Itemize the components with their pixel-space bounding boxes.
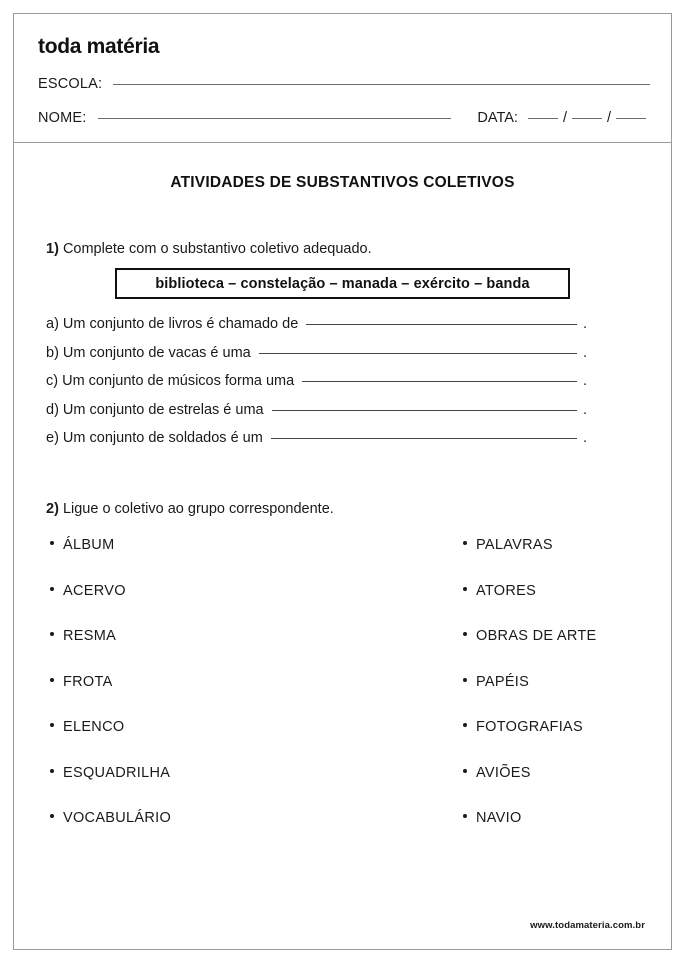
page-header bbox=[14, 14, 671, 143]
blank-period: . bbox=[583, 344, 588, 361]
match-item-left[interactable] bbox=[50, 810, 171, 826]
school-input-line[interactable] bbox=[113, 84, 650, 85]
bullet-icon bbox=[463, 723, 467, 727]
match-row bbox=[14, 810, 671, 856]
match-item-left-label: ELENCO bbox=[63, 719, 125, 735]
blank-answer-input[interactable] bbox=[259, 353, 577, 354]
blank-item bbox=[46, 402, 606, 418]
match-row bbox=[14, 583, 671, 629]
match-item-right[interactable] bbox=[463, 537, 553, 553]
blank-item bbox=[46, 345, 606, 361]
match-item-left-label: RESMA bbox=[63, 628, 117, 644]
footer-url: www.todamateria.com.br bbox=[530, 920, 645, 931]
question-1-heading bbox=[46, 241, 372, 257]
school-field-row bbox=[38, 76, 650, 92]
match-row bbox=[14, 537, 671, 583]
match-item-right[interactable] bbox=[463, 765, 531, 781]
name-label: NOME: bbox=[38, 110, 87, 126]
match-item-right[interactable] bbox=[463, 628, 596, 644]
blank-item bbox=[46, 430, 606, 446]
match-row bbox=[14, 765, 671, 811]
date-separator-2: / bbox=[606, 110, 611, 126]
bullet-icon bbox=[50, 814, 54, 818]
worksheet-body bbox=[14, 174, 671, 826]
match-item-left-label: ÁLBUM bbox=[63, 537, 115, 553]
date-day-input[interactable] bbox=[528, 118, 558, 119]
date-label: DATA: bbox=[477, 110, 518, 126]
match-item-left[interactable] bbox=[50, 628, 116, 644]
brand-logo: toda matéria bbox=[38, 35, 160, 58]
word-bank-text: biblioteca – constelação – manada – exército – banda bbox=[155, 275, 530, 292]
question-1-number: 1) bbox=[46, 241, 59, 257]
question-2-number: 2) bbox=[46, 501, 59, 517]
blank-prompt: c) Um conjunto de músicos forma uma bbox=[46, 373, 295, 389]
blank-prompt: d) Um conjunto de estrelas é uma bbox=[46, 401, 264, 418]
bullet-icon bbox=[50, 678, 54, 682]
fill-in-the-blank-list bbox=[46, 316, 606, 459]
bullet-icon bbox=[463, 678, 467, 682]
blank-prompt: a) Um conjunto de livros é chamado de bbox=[46, 316, 299, 332]
matching-exercise bbox=[14, 537, 671, 856]
blank-period: . bbox=[583, 316, 588, 332]
match-item-left-label: VOCABULÁRIO bbox=[63, 810, 172, 826]
date-year-input[interactable] bbox=[616, 118, 646, 119]
word-bank-box bbox=[115, 268, 570, 299]
blank-period: . bbox=[583, 401, 588, 418]
bullet-icon bbox=[50, 541, 54, 545]
match-item-right-label: OBRAS DE ARTE bbox=[476, 628, 597, 644]
match-item-right-label: ATORES bbox=[476, 582, 537, 599]
date-month-input[interactable] bbox=[572, 118, 602, 119]
school-label: ESCOLA: bbox=[38, 76, 103, 92]
match-item-left[interactable] bbox=[50, 583, 126, 599]
match-row bbox=[14, 719, 671, 765]
bullet-icon bbox=[463, 587, 467, 591]
match-item-right-label: NAVIO bbox=[476, 810, 522, 826]
match-row bbox=[14, 628, 671, 674]
match-item-right[interactable] bbox=[463, 719, 583, 735]
bullet-icon bbox=[50, 587, 54, 591]
match-item-left[interactable] bbox=[50, 719, 124, 735]
match-item-left[interactable] bbox=[50, 765, 170, 781]
bullet-icon bbox=[50, 723, 54, 727]
name-field-row bbox=[38, 110, 650, 126]
worksheet-page bbox=[13, 13, 672, 950]
question-2-heading bbox=[46, 501, 334, 517]
match-item-left-label: ACERVO bbox=[63, 582, 126, 599]
match-item-right[interactable] bbox=[463, 674, 529, 690]
match-item-right-label: PALAVRAS bbox=[476, 537, 553, 553]
bullet-icon bbox=[50, 632, 54, 636]
blank-item bbox=[46, 316, 606, 332]
blank-answer-input[interactable] bbox=[302, 381, 577, 382]
match-item-right-label: PAPÉIS bbox=[476, 673, 530, 690]
bullet-icon bbox=[463, 541, 467, 545]
question-2-text: Ligue o coletivo ao grupo correspondente. bbox=[62, 501, 334, 517]
match-item-left[interactable] bbox=[50, 674, 113, 690]
blank-period: . bbox=[583, 373, 588, 389]
blank-item bbox=[46, 373, 606, 389]
match-item-left-label: ESQUADRILHA bbox=[63, 764, 171, 781]
bullet-icon bbox=[463, 769, 467, 773]
date-separator-1: / bbox=[562, 110, 567, 126]
match-item-left-label: FROTA bbox=[63, 673, 113, 690]
bullet-icon bbox=[463, 632, 467, 636]
page-title: ATIVIDADES DE SUBSTANTIVOS COLETIVOS bbox=[170, 174, 515, 191]
bullet-icon bbox=[463, 814, 467, 818]
blank-prompt: e) Um conjunto de soldados é um bbox=[46, 430, 263, 446]
blank-answer-input[interactable] bbox=[272, 410, 577, 411]
match-item-right[interactable] bbox=[463, 810, 522, 826]
match-item-right-label: AVIÕES bbox=[476, 764, 531, 781]
blank-answer-input[interactable] bbox=[306, 324, 577, 325]
question-1-text: Complete com o substantivo coletivo adequado. bbox=[62, 241, 372, 257]
blank-answer-input[interactable] bbox=[271, 438, 577, 439]
bullet-icon bbox=[50, 769, 54, 773]
blank-period: . bbox=[583, 430, 588, 446]
match-item-left[interactable] bbox=[50, 537, 114, 553]
blank-prompt: b) Um conjunto de vacas é uma bbox=[46, 344, 251, 361]
date-field-group bbox=[477, 110, 650, 126]
match-row bbox=[14, 674, 671, 720]
name-input-line[interactable] bbox=[98, 118, 452, 119]
match-item-right-label: FOTOGRAFIAS bbox=[476, 719, 583, 735]
match-item-right[interactable] bbox=[463, 583, 536, 599]
